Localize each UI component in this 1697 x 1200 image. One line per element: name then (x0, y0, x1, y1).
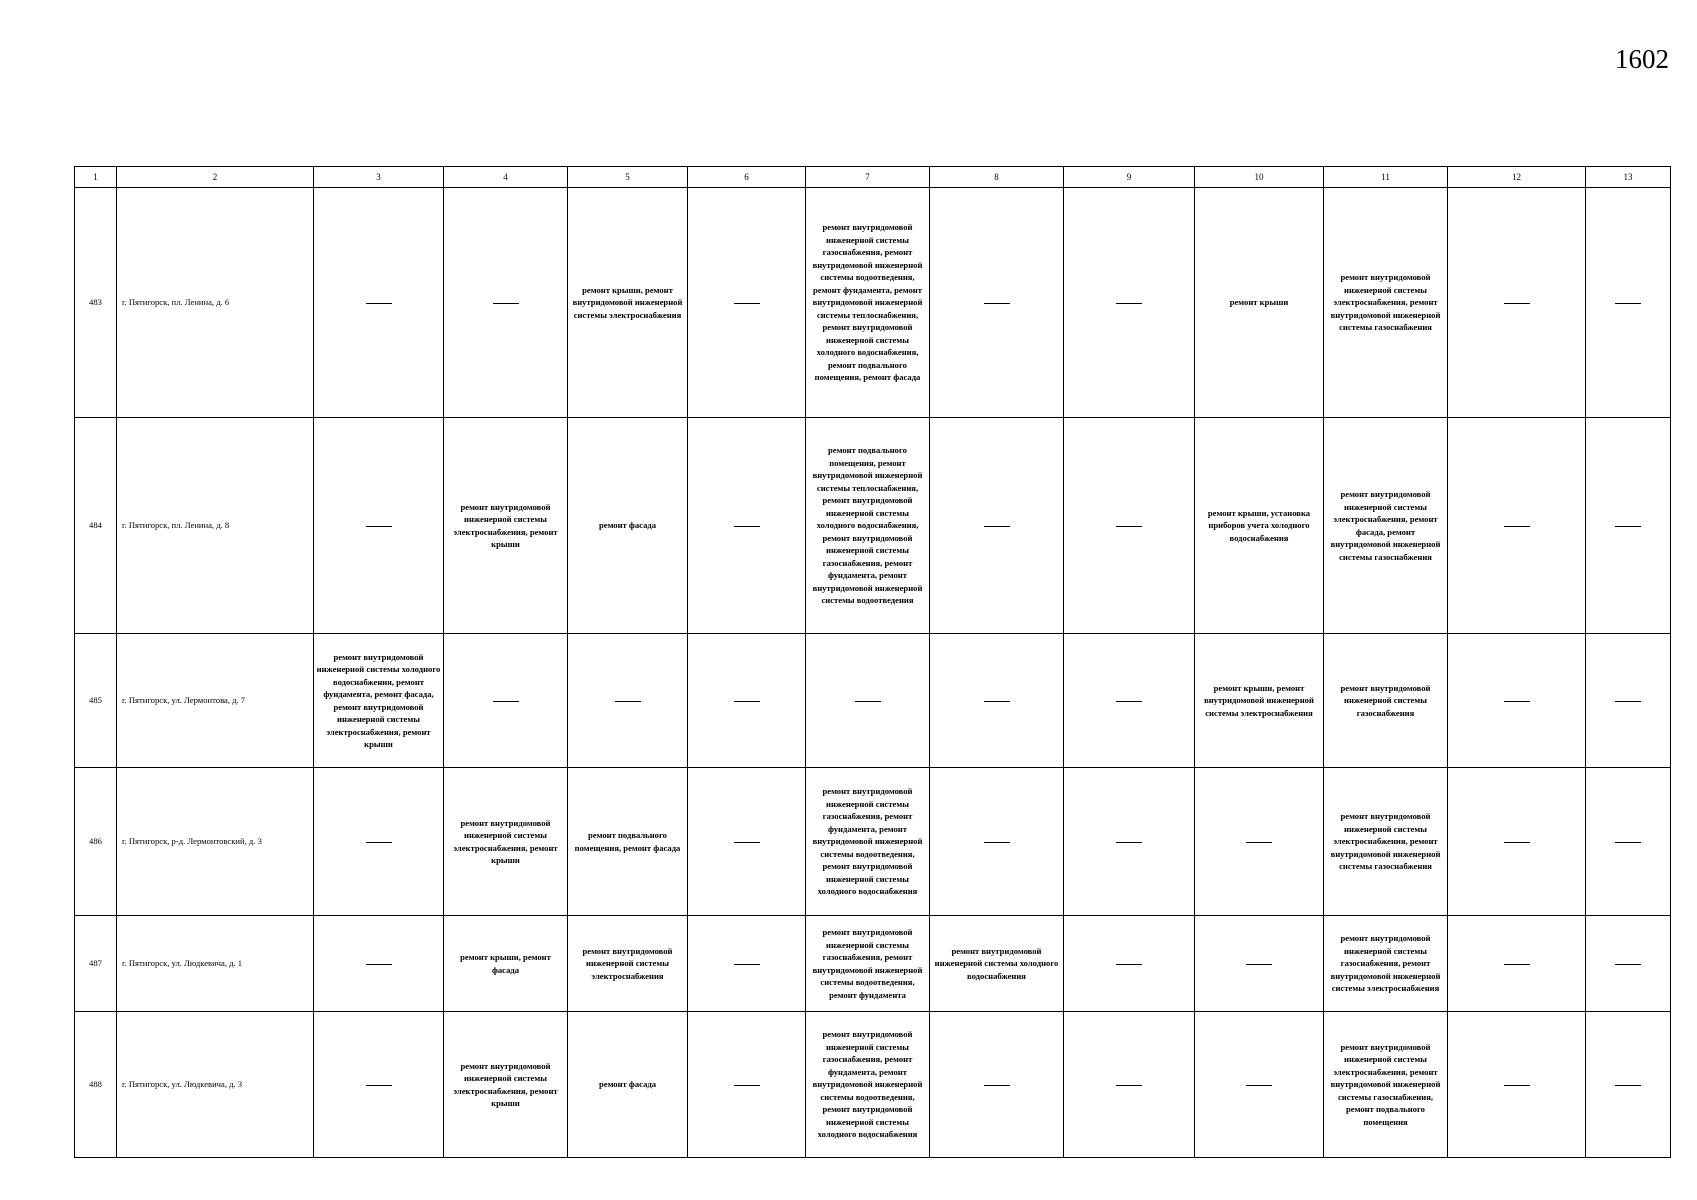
dash-mark (1615, 303, 1641, 304)
empty-cell (314, 768, 444, 916)
empty-cell (688, 634, 806, 768)
work-type-cell: ремонт крыши (1195, 188, 1324, 418)
dash-mark (366, 842, 392, 843)
column-number-7: 7 (806, 167, 930, 188)
dash-mark (366, 526, 392, 527)
empty-cell (688, 916, 806, 1012)
dash-mark (493, 701, 519, 702)
empty-cell (1586, 188, 1671, 418)
table-row (75, 1012, 1671, 1158)
dash-mark (734, 964, 760, 965)
row-number: 486 (75, 768, 117, 916)
column-number-1: 1 (75, 167, 117, 188)
empty-cell (930, 1012, 1064, 1158)
dash-mark (366, 303, 392, 304)
empty-cell (1448, 768, 1586, 916)
dash-mark (1116, 303, 1142, 304)
dash-mark (734, 1085, 760, 1086)
dash-mark (984, 1085, 1010, 1086)
empty-cell (1448, 634, 1586, 768)
dash-mark (855, 701, 881, 702)
empty-cell (1064, 916, 1195, 1012)
dash-mark (1504, 701, 1530, 702)
dash-mark (1615, 842, 1641, 843)
empty-cell (314, 1012, 444, 1158)
dash-mark (734, 842, 760, 843)
row-number: 487 (75, 916, 117, 1012)
work-type-cell: ремонт внутридомовой инженерной системы газоснабжения, ремонт внутридомовой инженерной системы водоотведения, ремонт фундамента (806, 916, 930, 1012)
column-number-2: 2 (117, 167, 314, 188)
dash-mark (984, 303, 1010, 304)
empty-cell (930, 768, 1064, 916)
column-number-9: 9 (1064, 167, 1195, 188)
empty-cell (688, 418, 806, 634)
empty-cell (1586, 916, 1671, 1012)
dash-mark (1116, 842, 1142, 843)
empty-cell (314, 418, 444, 634)
table-row (75, 634, 1671, 768)
table-row (75, 188, 1671, 418)
row-number: 485 (75, 634, 117, 768)
dash-mark (734, 303, 760, 304)
empty-cell (1064, 768, 1195, 916)
empty-cell (314, 188, 444, 418)
column-number-row (75, 167, 1671, 188)
dash-mark (984, 842, 1010, 843)
dash-mark (1246, 964, 1272, 965)
column-number-3: 3 (314, 167, 444, 188)
empty-cell (568, 634, 688, 768)
work-type-cell: ремонт внутридомовой инженерной системы электроснабжения, ремонт внутридомовой инженерной системы газоснабжения, ремонт подвального помещения (1324, 1012, 1448, 1158)
row-number: 483 (75, 188, 117, 418)
empty-cell (1195, 1012, 1324, 1158)
dash-mark (984, 526, 1010, 527)
address-cell: г. Пятигорск, р-д. Лермонтовский, д. 3 (117, 768, 314, 916)
dash-mark (493, 303, 519, 304)
empty-cell (444, 634, 568, 768)
table-row (75, 768, 1671, 916)
work-type-cell: ремонт внутридомовой инженерной системы электроснабжения, ремонт крыши (444, 768, 568, 916)
empty-cell (444, 188, 568, 418)
dash-mark (1615, 701, 1641, 702)
column-number-11: 11 (1324, 167, 1448, 188)
row-number: 488 (75, 1012, 117, 1158)
dash-mark (1615, 964, 1641, 965)
work-type-cell: ремонт внутридомовой инженерной системы газоснабжения (1324, 634, 1448, 768)
empty-cell (1064, 1012, 1195, 1158)
dash-mark (1116, 526, 1142, 527)
work-type-cell: ремонт внутридомовой инженерной системы электроснабжения, ремонт внутридомовой инженерной системы газоснабжения (1324, 768, 1448, 916)
address-cell: г. Пятигорск, пл. Ленина, д. 6 (117, 188, 314, 418)
address-cell: г. Пятигорск, ул. Лермонтова, д. 7 (117, 634, 314, 768)
empty-cell (688, 768, 806, 916)
empty-cell (1064, 418, 1195, 634)
column-number-6: 6 (688, 167, 806, 188)
address-cell: г. Пятигорск, ул. Людкевича, д. 3 (117, 1012, 314, 1158)
work-type-cell: ремонт крыши, ремонт фасада (444, 916, 568, 1012)
table-row (75, 418, 1671, 634)
table-body (75, 188, 1671, 1158)
empty-cell (1195, 916, 1324, 1012)
empty-cell (1586, 1012, 1671, 1158)
work-type-cell: ремонт крыши, ремонт внутридомовой инженерной системы электроснабжения (1195, 634, 1324, 768)
column-number-8: 8 (930, 167, 1064, 188)
empty-cell (1586, 418, 1671, 634)
empty-cell (930, 418, 1064, 634)
address-cell: г. Пятигорск, пл. Ленина, д. 8 (117, 418, 314, 634)
empty-cell (1448, 916, 1586, 1012)
row-number: 484 (75, 418, 117, 634)
column-number-13: 13 (1586, 167, 1671, 188)
works-table (74, 166, 1671, 1158)
work-type-cell: ремонт внутридомовой инженерной системы газоснабжения, ремонт внутридомовой инженерной системы водоотведения, ремонт фундамента, ремонт внутридомовой инженерной системы теплоснабжения, ремонт внутридомовой инженерной системы холодного водоснабжения, ремонт подвального помещения, ремонт фасада (806, 188, 930, 418)
work-type-cell: ремонт подвального помещения, ремонт фасада (568, 768, 688, 916)
work-type-cell: ремонт внутридомовой инженерной системы электроснабжения, ремонт крыши (444, 1012, 568, 1158)
work-type-cell: ремонт внутридомовой инженерной системы газоснабжения, ремонт фундамента, ремонт внутридомовой инженерной системы водоотведения, ремонт внутридомовой инженерной системы холодного водоснабжения (806, 1012, 930, 1158)
dash-mark (1246, 1085, 1272, 1086)
empty-cell (314, 916, 444, 1012)
empty-cell (1586, 768, 1671, 916)
dash-mark (366, 1085, 392, 1086)
empty-cell (930, 188, 1064, 418)
empty-cell (1448, 418, 1586, 634)
dash-mark (1504, 1085, 1530, 1086)
dash-mark (1246, 842, 1272, 843)
dash-mark (1504, 526, 1530, 527)
work-type-cell: ремонт внутридомовой инженерной системы электроснабжения, ремонт крыши (444, 418, 568, 634)
dash-mark (1116, 701, 1142, 702)
dash-mark (1504, 303, 1530, 304)
work-type-cell: ремонт внутридомовой инженерной системы газоснабжения, ремонт фундамента, ремонт внутридомовой инженерной системы водоотведения, ремонт внутридомовой инженерной системы холодного водоснабжения (806, 768, 930, 916)
column-number-12: 12 (1448, 167, 1586, 188)
dash-mark (1504, 842, 1530, 843)
work-type-cell: ремонт фасада (568, 418, 688, 634)
work-type-cell: ремонт крыши, установка приборов учета холодного водоснабжения (1195, 418, 1324, 634)
dash-mark (1615, 1085, 1641, 1086)
dash-mark (734, 701, 760, 702)
empty-cell (688, 1012, 806, 1158)
empty-cell (688, 188, 806, 418)
empty-cell (1064, 634, 1195, 768)
work-type-cell: ремонт внутридомовой инженерной системы электроснабжения, ремонт внутридомовой инженерной системы газоснабжения (1324, 188, 1448, 418)
empty-cell (1448, 1012, 1586, 1158)
work-type-cell: ремонт внутридомовой инженерной системы холодного водоснабжения, ремонт фундамента, ремонт фасада, ремонт внутридомовой инженерной системы электроснабжения, ремонт крыши (314, 634, 444, 768)
page-number: 1602 (1615, 44, 1669, 74)
empty-cell (930, 634, 1064, 768)
work-type-cell: ремонт внутридомовой инженерной системы газоснабжения, ремонт внутридомовой инженерной системы электроснабжения (1324, 916, 1448, 1012)
dash-mark (1116, 964, 1142, 965)
empty-cell (1195, 768, 1324, 916)
table-row (75, 916, 1671, 1012)
dash-mark (984, 701, 1010, 702)
dash-mark (1116, 1085, 1142, 1086)
dash-mark (366, 964, 392, 965)
column-number-10: 10 (1195, 167, 1324, 188)
work-type-cell: ремонт крыши, ремонт внутридомовой инженерной системы электроснабжения (568, 188, 688, 418)
empty-cell (1448, 188, 1586, 418)
empty-cell (1064, 188, 1195, 418)
dash-mark (1504, 964, 1530, 965)
work-type-cell: ремонт внутридомовой инженерной системы электроснабжения, ремонт фасада, ремонт внутридомовой инженерной системы газоснабжения (1324, 418, 1448, 634)
work-type-cell: ремонт фасада (568, 1012, 688, 1158)
work-type-cell: ремонт внутридомовой инженерной системы холодного водоснабжения (930, 916, 1064, 1012)
address-cell: г. Пятигорск, ул. Людкевича, д. 1 (117, 916, 314, 1012)
empty-cell (806, 634, 930, 768)
column-number-4: 4 (444, 167, 568, 188)
work-type-cell: ремонт внутридомовой инженерной системы электроснабжения (568, 916, 688, 1012)
empty-cell (1586, 634, 1671, 768)
dash-mark (615, 701, 641, 702)
column-number-5: 5 (568, 167, 688, 188)
work-type-cell: ремонт подвального помещения, ремонт внутридомовой инженерной системы теплоснабжения, ремонт внутридомовой инженерной системы холодного водоснабжения, ремонт внутридомовой инженерной системы газоснабжения, ремонт фундамента, ремонт внутридомовой инженерной системы водоотведения (806, 418, 930, 634)
dash-mark (734, 526, 760, 527)
dash-mark (1615, 526, 1641, 527)
